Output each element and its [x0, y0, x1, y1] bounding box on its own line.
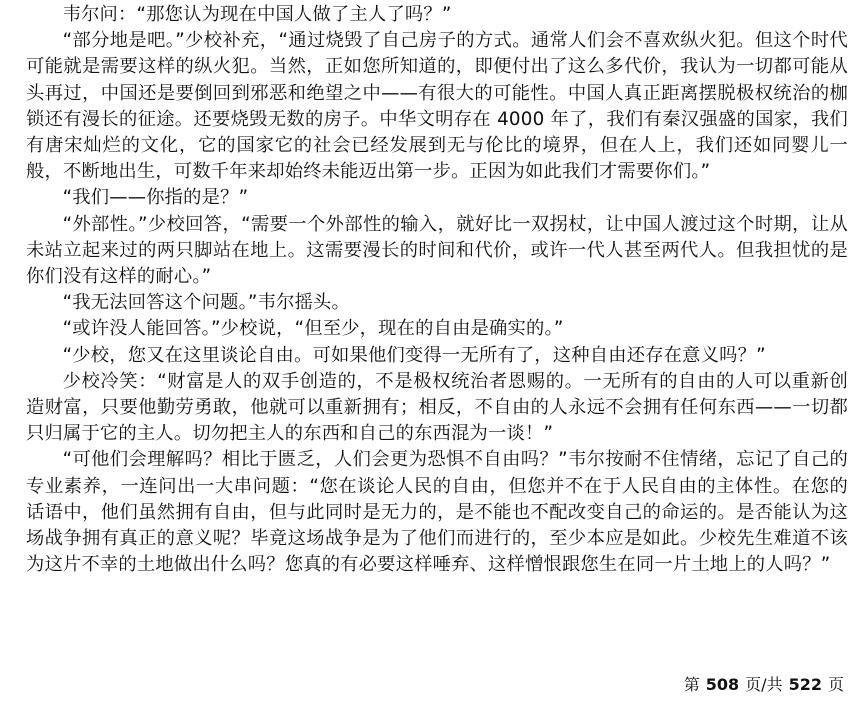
- paragraph: 韦尔问：“那您认为现在中国人做了主人了吗？”: [62, 4, 452, 25]
- paragraph: “部分地是吧。”少校补充，“通过烧毁了自己房子的方式。通常人们会不喜欢纵火犯。但这个时代可能就是需要这样的纵火犯。当然，正如您所知道的，即便付出了这么多代价，我认为一切都可能从头再过，中国还是要倒回到邪恶和绝望之中——有很大的可能性。中国人真正距离摆脱极权统治的枷锁还有漫长的征途。还要烧毁无数的房子。中华文明存在 4000 年了，我们有秦汉强盛的国家，我们有唐宋灿烂的文化，它的国家它的社会已经发展到无与伦比的境界，但在人上，我们还如同婴儿一般，不断地出生，可数千年来却始终未能迈出第一步。正因为如此我们才需要你们。”: [26, 30, 848, 183]
- paragraph: “可他们会理解吗？相比于匮乏，人们会更为恐惧不自由吗？”韦尔按耐不住情绪，忘记了自己的专业素养，一连问出一大串问题：“您在谈论人民的自由，但您并不在于人民自由的主体性。在您的话语中，他们虽然拥有自由，但与此同时是无力的，是不能也不配改变自己的命运的。是否能认为这场战争拥有真正的意义呢？毕竟这场战争是为了他们而进行的，至少本应是如此。少校先生难道不该为这片不幸的土地做出什么吗？您真的有必要这样唾弃、这样憎恨跟您生在同一片土地上的人吗？”: [26, 449, 848, 576]
- document-body: [26, 2, 848, 578]
- page-number-footer: [684, 675, 844, 695]
- paragraph: “我们——你指的是？”: [62, 187, 249, 209]
- total-page-number: 522: [788, 675, 822, 694]
- paragraph: “少校，您又在这里谈论自由。可如果他们变得一无所有了，这种自由还存在意义吗？”: [62, 344, 766, 366]
- paragraph: 少校冷笑：“财富是人的双手创造的，不是极权统治者恩赐的。一无所有的自由的人可以重新创造财富，只要他勤劳勇敢，他就可以重新拥有；相反，不自由的人永远不会拥有任何东西——一切都只归属于它的主人。切勿把主人的东西和自己的东西混为一谈！”: [26, 370, 848, 445]
- paragraph: “或许没人能回答。”少校说，“但至少，现在的自由是确实的。”: [62, 318, 564, 340]
- paragraph: “外部性。”少校回答，“需要一个外部性的输入，就好比一双拐杖，让中国人渡过这个时期，让从未站立起来过的两只脚站在地上。这需要漫长的时间和代价，或许一代人甚至两代人。但我担忧的是你们没有这样的耐心。”: [26, 213, 848, 288]
- page-suffix: 页: [827, 675, 844, 694]
- page-middle: 页/共: [745, 675, 783, 694]
- paragraph: “我无法回答这个问题。”韦尔摇头。: [62, 292, 351, 314]
- current-page-number: 508: [705, 675, 740, 694]
- page-prefix: 第: [683, 675, 700, 694]
